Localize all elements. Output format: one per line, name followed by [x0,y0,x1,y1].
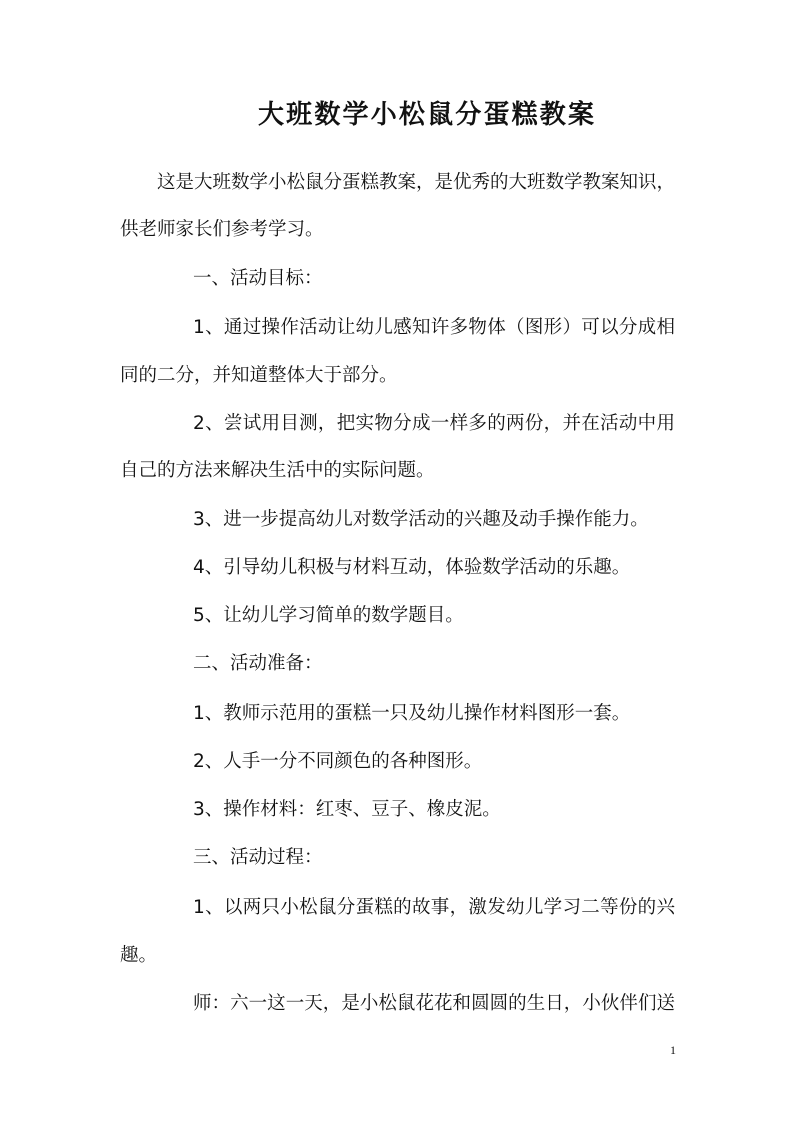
page-title: 大班数学小松鼠分蛋糕教案 [258,100,594,130]
text-line: 1、教师示范用的蛋糕一只及幼儿操作材料图形一套。 [193,703,631,724]
text-line: 1、以两只小松鼠分蛋糕的故事，激发幼儿学习二等份的兴 [193,897,675,918]
text-line: 师：六一这一天，是小松鼠花花和圆圆的生日，小伙伴们送 [193,993,675,1014]
text-line: 一、活动目标： [193,268,323,289]
text-line: 同的二分，并知道整体大于部分。 [120,365,398,386]
page-number: 1 [670,1043,676,1057]
text-line: 自己的方法来解决生活中的实际问题。 [120,460,435,481]
text-line: 3、进一步提高幼儿对数学活动的兴趣及动手操作能力。 [193,509,649,530]
text-line: 二、活动准备： [193,653,323,674]
text-line: 5、让幼儿学习简单的数学题目。 [193,605,464,626]
text-line: 1、通过操作活动让幼儿感知许多物体（图形）可以分成相 [193,317,675,338]
text-line: 供老师家长们参考学习。 [120,219,324,240]
text-line: 4、引导幼儿积极与材料互动，体验数学活动的乐趣。 [193,557,631,578]
text-line: 三、活动过程： [193,847,323,868]
text-line: 3、操作材料：红枣、豆子、橡皮泥。 [193,799,501,820]
text-line: 这是大班数学小松鼠分蛋糕教案，是优秀的大班数学教案知识， [157,172,675,193]
text-line: 2、人手一分不同颜色的各种图形。 [193,751,483,772]
text-line: 趣。 [120,945,158,966]
text-line: 2、尝试用目测，把实物分成一样多的两份，并在活动中用 [193,413,675,434]
